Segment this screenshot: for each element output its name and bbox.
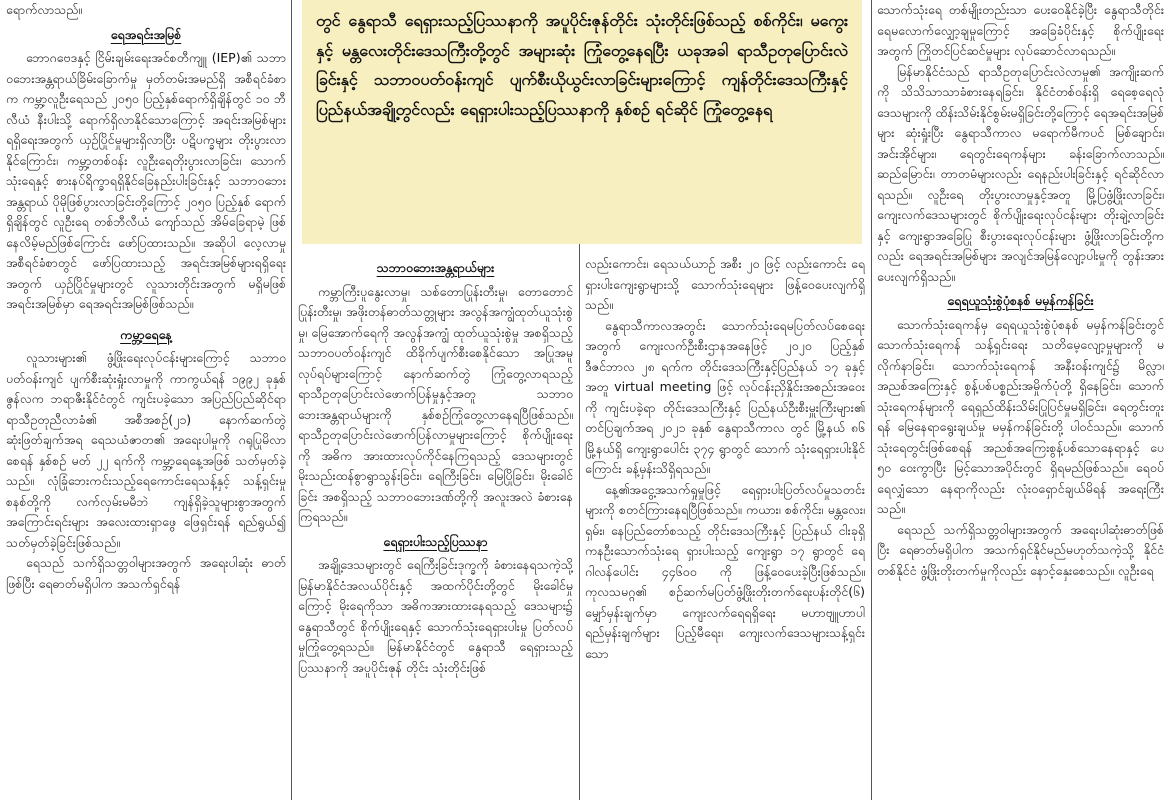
section-heading: ကမ္ဘာ့ရေနေ့ [120,326,172,342]
paragraph: နွေရာသီကာလအတွင်း သောက်သုံးရေမပြတ်လပ်စေရေးအတွက် ကျေးလက်ဦးစီးဌာနအနေဖြင့် ၂၀၂၀ ပြည့်နှစ် ဒီဇင်ဘာလ ၂၈ ရက်က တိုင်းဒေသကြီးနှင့်ပြည်နယ် ၁၇ ခုနှင့်အတူ virtual meeting ဖြင့် လုပ်ငန်းညှိနှိုင်းအစည်းအဝေးကို ကျင်းပခဲ့ရာ တိုင်းဒေသကြီးနှင့် ပြည်နယ်ဦးစီးမှူးကြီးများ၏ တင်ပြချက်အရ ၂၀၂၁ ခုနှစ် နွေရာသီကာလ တွင် မြို့နယ် ၈၆ မြို့နယ်ရှိ ကျေးရွာပေါင်း ၃၇၄ ရွာတွင် သောက် သုံးရေရှားပါးနိုင်ကြောင်း ခန့်မှန်းသိရှိရသည်။ [585,317,865,476]
column-rule [291,0,292,800]
paragraph: ရေသည် သက်ရှိသတ္တဝါများအတွက် အရေးပါဆုံးဓာတ်ဖြစ်ပြီး ရေဓာတ်မရှိပါက အသက်ရှင်နိုင်မည်မဟုတ်သကဲ့သို့ နိုင်ငံတစ်နိုင်ငံ ဖွံ့ဖြိုးတိုးတက်မှုကိုလည်း နောင့်နှေးစေသည်။ လူဦးရေ [877,521,1164,578]
article-column-3 [585,254,865,800]
article-column-4 [877,0,1164,800]
paragraph: သောက်သုံးရေကန်မှ ရေရယူသုံးစွဲပုံစနစ် မမှန်ကန်ခြင်းတွင် သောက်သုံးရေကန် သန့်ရှင်းရေး သတိမေ့လျော့မှုများကို မလိုက်နာခြင်း၊ သောက်သုံးရေကန် အနီးဝန်းကျင်၌ မိလ္လာ၊ အညစ်အကြေးနှင့် စွန့်ပစ်ပစ္စည်းအမှိုက်ပုံတို့ ရှိနေခြင်း၊ သောက်သုံးရေကန်များကို ရေရှည်ထိန်းသိမ်းပြုပြင်မှုမရှိခြင်း၊ ရေတွင်းတူးရန် မြေနေရာရွေးချယ်မှု မမှန်ကန်ခြင်းတို့ ပါဝင်သည်။ သောက်သုံးရေတွင်းဖြစ်စေရန် အညစ်အကြေးစွန့်ပစ်သောနေရာနှင့် ပေ ၅၀ ဝေးကွာပြီး မြင့်သောအပိုင်းတွင် ရှိရမည်ဖြစ်သည်။ ရေဝပ်ရေလျှံသော နေရာကိုလည်း လုံးဝရှောင်ချယ်မိရန် အရေးကြီးသည်။ [877,316,1164,516]
section-heading: ရေအရင်းအမြစ် [110,26,182,42]
paragraph: အချို့ဒေသများတွင် ရေကြီးခြင်းဒုက္ခကို ခံစားနေရသကဲ့သို့ မြန်မာနိုင်ငံအလယ်ပိုင်းနှင့် အထက်ပိုင်းတို့တွင် မိုးခေါင်မှုကြောင့် မိုးရေကိုသာ အဓိကအားထားနေရသည့် ဒေသများ၌ နွေရာသီတွင် စိုက်ပျိုးရေနှင့် သောက်သုံးရေရှားပါးမှု ပြတ်လပ်မှုကြုံတွေ့ရသည်။ မြန်မာနိုင်ငံတွင် နွေရာသီ ရေရှားသည့်ပြဿနာကို အပူပိုင်းဇုန် တိုင်း သုံးတိုင်းဖြစ် [298,557,573,675]
paragraph: ဘောဂဗေဒနှင့် ငြိမ်းချမ်းရေးအင်စတီကျူ (IEP)၏ သဘာဝဘေးအန္တရာယ်ခြိမ်းခြောက်မှု မှတ်တမ်းအမည်ရှိ အစီရင်ခံစာက ကမ္ဘာ့လူဦးရေသည် ၂၀၅၀ ပြည့်နှစ်ရောက်ရှိချိန်တွင် ၁၀ ဘီလီယံ နီးပါးသို့ ရောက်ရှိလာနိုင်သောကြောင့် အရင်းအမြစ်များရရှိရေးအတွက် ယှဉ်ပြိုင်မှုများရှိလာပြီး ပဋိပက္ခများ တိုးပွားလာနိုင်ကြောင်း၊ ကမ္ဘာ့တစ်ဝန်း လူဦးရေတိုးပွားလာခြင်း၊ သောက်သုံးရေနှင့် စားနပ်ရိက္ခာရရှိနိုင်ခြေနည်းပါးခြင်းနှင့် သဘာဝဘေး အန္တရာယ် ပိုမိုဖြစ်ပွားလာခြင်းတို့ကြောင့် ၂၀၅၀ ပြည့်နှစ် ရောက်ရှိချိန်တွင် လူဦးရေ တစ်ဘီလီယံ ကျော်သည် အိမ်ခြေရာမဲ့ ဖြစ်နေလိမ့်မည်ဖြစ်ကြောင်း ဖော်ပြထားသည်။ အဆိုပါ လေ့လာမှုအစီရင်ခံစာတွင် ဖော်ပြထားသည့် အရင်းအမြစ်များရရှိရေးအတွက် ယှဉ်ပြိုင်မှုများတွင် လူသားတိုင်းအတွက် မရှိမဖြစ် အရင်းအမြစ်မှာ ရေအရင်းအမြစ်ဖြစ်သည်။ [6,50,286,311]
paragraph: သောက်သုံးရေ တစ်မျိုးတည်းသာ ပေးဝေနိုင်ခဲ့ပြီး နွေရာသီတိုင်း ရေမလောက်လျှော့ချမှုကြောင့် အခြေခံပိုင်းနှင့် စိုက်ပျိုးရေးအတွက် ကြိုတင်ပြင်ဆင်မှုများ လုပ်ဆောင်လာရသည်။ [877,2,1164,58]
section-heading: သဘာဝဘေးအန္တရာယ်များ [376,260,495,275]
paragraph: ရောက်လာသည်။ [6,2,83,17]
paragraph: လူသားများ၏ ဖွံ့ဖြိုးရေးလုပ်ငန်းများကြောင့် သဘာဝပတ်ဝန်းကျင် ပျက်စီးဆုံးရှုံးလာမှုကို ကာကွယ်ရန် ၁၉၉၂ ခုနှစ် ဇွန်လက ဘရာဇီးနိုင်ငံတွင် ကျင်းပခဲ့သော အပြည်ပြည်ဆိုင်ရာ ရာသီဥတုညီလာခံ၏ အစီအစဉ်(၂၁) နောက်ဆက်တွဲ ဆုံးဖြတ်ချက်အရ ရေသယံဇာတ၏ အရေးပါမှုကို ဂရုပြုမိလာစေရန် နှစ်စဉ် မတ် ၂၂ ရက်ကို ကမ္ဘာ့ရေနေ့အဖြစ် သတ်မှတ်ခဲ့သည်။ လုံခြုံဘေးကင်းသည့်ရေကောင်းရေသန့်နှင့် သန့်ရှင်းမှုစနစ်တို့ကို လက်လှမ်းမမီဘဲ ကျန်ရှိခဲ့သူများစွာအတွက် အကြောင်းရင်းများ အလေးထားရှာဖွေ ဖြေရှင်းရန် ရည်ရွယ်၍ သတ်မှတ်ခဲ့ခြင်းဖြစ်သည်။ [6,350,286,550]
article-column-2 [298,254,573,800]
column-rule [871,0,872,800]
paragraph: နေ့၏အငွေ့အသက်ရှုမှုဖြင့် ရေရှားပါးပြတ်လပ်မှုသတင်းများကို စတင်ကြားနေရပြီဖြစ်သည်။ ကယား၊ စစ်ကိုင်း၊ မန္တလေး၊ ရှမ်း၊ နေပြည်တော်စသည့် တိုင်းဒေသကြီးနှင့် ပြည်နယ် ငါးခုရှိ ကနဦးသောက်သုံးရေ ရှားပါးသည့် ကျေးရွာ ၁၇ ရွာတွင် ရေဂါလန်ပေါင်း ၄၄၆၀၀ ကို ဖြန့်ဝေပေးခဲ့ပြီးဖြစ်သည်။ ကုလသမဂ္ဂ၏ စဉ်ဆက်မပြတ်ဖွံ့ဖြိုးတိုးတက်ရေးပန်းတိုင်(၆) မျှော်မှန်းချက်မှာ ကျေးလက်ရေရရှိရေး မဟာဗျူဟာပါ ရည်မှန်းချက်များ ပြည့်မီရေး၊ ကျေးလက်ဒေသများသန့်ရှင်းသော [585,481,865,661]
paragraph: ကမ္ဘာကြီးပူနွေးလာမှု၊ သစ်တောပြုန်းတီးမှု၊ တောတောင်ပြုန်းတီးမှု၊ အဖိုးတန်ဓာတ်သတ္တုများ အလွန်အကျွံထုတ်ယူသုံးစွဲမှု၊ မြေအောက်ရေကို အလွန်အကျွံ ထုတ်ယူသုံးစွဲမှု အစရှိသည့် သဘာဝပတ်ဝန်းကျင် ထိခိုက်ပျက်စီးစေနိုင်သော အပြုအမူလုပ်ရပ်များကြောင့် နောက်ဆက်တွဲ ကြုံတွေ့လာရသည့် ရာသီဥတုပြောင်းလဲဖောက်ပြန်မှုနှင့်အတူ သဘာဝဘေးအန္တရာယ်များကို နှစ်စဉ်ကြုံတွေ့လာနေရပြီဖြစ်သည်။ ရာသီဥတုပြောင်းလဲဖောက်ပြန်လာမှုများကြောင့် စိုက်ပျိုးရေးကို အဓိက အားထားလုပ်ကိုင်နေကြရသည့် ဒေသများတွင် မိုးသည်းထန်စွာရွာသွန်းခြင်း၊ ရေကြီးခြင်း၊ မြေပြိုခြင်း၊ မိုးခေါင်ခြင်း အစရှိသည့် သဘာဝဘေးဒဏ်တို့ကို အလူးအလဲ ခံစားနေကြရသည်။ [298,283,573,524]
paragraph: မြန်မာနိုင်ငံသည် ရာသီဥတုပြောင်းလဲလာမှု၏ အကျိုးဆက်ကို သိသိသာသာခံစားနေရခြင်း၊ နိုင်ငံတစ်ဝန်းရှိ ရေစေ့ရေလုံဒေသများကို ထိန်းသိမ်းနိုင်စွမ်းမရှိခြင်းတို့ကြောင့် ရေအရင်းအမြစ်များ ဆုံးရှုံးပြီး နွေရာသီကာလ မရောက်မီကပင် မြစ်ချောင်း၊ အင်းအိုင်များ၊ ရေတွင်းရေကန်များ ခန်းခြောက်လာသည်။ ဆည်မြောင်း၊ တာတမံများလည်း ရေနည်းပါးခြင်းနှင့် ရင်ဆိုင်လာရသည်။ လူဦးရေ တိုးပွားလာမှုနှင့်အတူ မြို့ပြဖွံ့ဖြိုးလာခြင်း၊ ကျေးလက်ဒေသများတွင် စိုက်ပျိုးရေးလုပ်ငန်းများ တိုးချဲ့လာခြင်းနှင့် ကျေးရွာအခြေပြု စီးပွားရေးလုပ်ငန်းများ ဖွံ့ဖြိုးလာခြင်းတို့ကလည်း ရေအရင်းအမြစ်များ အလျင်အမြန်လျော့ပါးမှုကို တွန်းအားပေးလျက်ရှိသည်။ [877,63,1164,284]
pull-quote [302,0,862,244]
section-heading: ရေရယူသုံးစွဲပုံစနစ် မမှန်ကန်ခြင်း [947,293,1094,308]
paragraph: ရေသည် သက်ရှိသတ္တဝါများအတွက် အရေးပါဆုံး ဓာတ်ဖြစ်ပြီး ရေဓာတ်မရှိပါက အသက်ရှင်ရန် [6,555,286,591]
paragraph: လည်းကောင်း၊ ရေသယ်ယာဉ် အစီး ၂၀ ဖြင့် လည်းကောင်း ရေရှားပါးကျေးရွာများသို့ သောက်သုံးရေများ ဖြန့်ဝေပေးလျက်ရှိသည်။ [585,256,865,312]
section-heading: ရေရှားပါးသည့်ပြဿနာ [383,533,488,549]
pull-quote-text: တွင် နွေရာသီ ရေရှားသည့်ပြဿနာကို အပူပိုင်းဇုန်တိုင်း သုံးတိုင်းဖြစ်သည့် စစ်ကိုင်း၊ မကွေးနှင့် မန္တလေးတိုင်းဒေသကြီးတို့တွင် အများဆုံး ကြုံတွေ့နေရပြီး ယခုအခါ ရာသီဥတုပြောင်းလဲခြင်းနှင့် သဘာဝပတ်ဝန်းကျင် ပျက်စီးယိုယွင်းလာခြင်းများကြောင့် ကျန်တိုင်းဒေသကြီးနှင့် ပြည်နယ်အချို့တွင်လည်း ရေရှားပါးသည့်ပြဿနာကို နှစ်စဉ် ရင်ဆိုင် ကြုံတွေ့နေရ [316,11,848,119]
article-column-1 [6,0,286,800]
